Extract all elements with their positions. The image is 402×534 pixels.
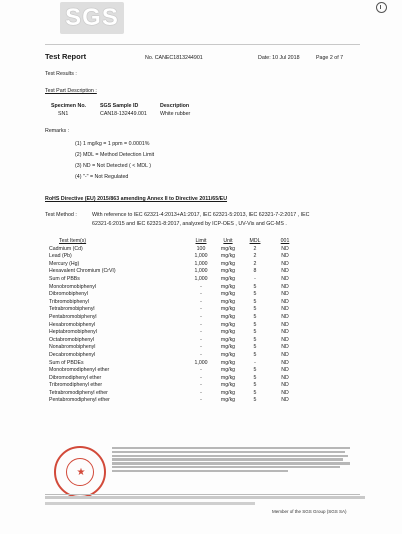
table-row bbox=[49, 382, 309, 390]
result-cell: ND bbox=[281, 397, 289, 404]
result-cell: ND bbox=[281, 298, 289, 305]
table-row bbox=[49, 246, 309, 254]
table-row bbox=[49, 291, 309, 299]
mdl-cell: 5 bbox=[253, 344, 257, 351]
result-cell: ND bbox=[281, 268, 289, 275]
table-row bbox=[49, 276, 309, 284]
remark-item: (1) 1 mg/kg = 1 ppm = 0.0001% bbox=[75, 141, 150, 147]
unit-cell: mg/kg bbox=[220, 313, 236, 320]
rohs-directive-title: RoHS Directive (EU) 2015/863 amending Annex II to Directive 2011/65/EU bbox=[45, 196, 228, 202]
limit-cell: - bbox=[200, 382, 202, 389]
results-table bbox=[49, 238, 309, 405]
table-header-row bbox=[49, 238, 309, 246]
power-icon[interactable] bbox=[376, 2, 387, 13]
limit-cell: - bbox=[200, 344, 202, 351]
table-row bbox=[49, 337, 309, 345]
test-item-cell: Hexavalent Chromium (CrVI) bbox=[49, 268, 116, 275]
result-cell: ND bbox=[281, 359, 289, 366]
unit-cell: mg/kg bbox=[220, 397, 236, 404]
mdl-cell: 5 bbox=[253, 374, 257, 381]
result-cell: ND bbox=[281, 283, 289, 290]
specimen-sgs-id: CAN18-132449.001 bbox=[100, 111, 147, 117]
report-number: No. CANEC1813244901 bbox=[145, 55, 203, 61]
test-item-cell: Dibromodiphenyl ether bbox=[49, 374, 102, 381]
mdl-cell: 5 bbox=[253, 283, 257, 290]
header-limit: Limit bbox=[195, 238, 207, 244]
unit-cell: mg/kg bbox=[220, 344, 236, 351]
footer-address-line bbox=[45, 496, 365, 499]
test-item-cell: Mercury (Hg) bbox=[49, 260, 80, 267]
test-item-cell: Lead (Pb) bbox=[49, 253, 72, 260]
remarks-label: Remarks : bbox=[45, 128, 70, 134]
result-cell: ND bbox=[281, 313, 289, 320]
limit-cell: - bbox=[200, 397, 202, 404]
mdl-cell: 5 bbox=[253, 306, 257, 313]
table-row bbox=[49, 352, 309, 360]
limit-cell: - bbox=[200, 283, 202, 290]
mdl-cell: 2 bbox=[253, 245, 257, 252]
test-method-line1: With reference to IEC 62321-4:2013+A1:2017, IEC 62321-5:2013, IEC 62321-7-2:2017 , IEC bbox=[92, 212, 310, 218]
unit-cell: mg/kg bbox=[220, 351, 236, 358]
mdl-cell: 5 bbox=[253, 321, 257, 328]
footer-address-line-cn bbox=[45, 502, 255, 505]
result-cell: ND bbox=[281, 291, 289, 298]
specimen-description: White rubber bbox=[160, 111, 191, 117]
unit-cell: mg/kg bbox=[220, 291, 236, 298]
limit-cell: - bbox=[200, 291, 202, 298]
test-item-cell: Sum of PBBs bbox=[49, 275, 80, 282]
test-item-cell: Sum of PBDEs bbox=[49, 359, 84, 366]
seal-star-icon: ★ bbox=[76, 467, 86, 478]
sgs-group-member-note: Member of the SGS Group (SGS SA) bbox=[272, 509, 347, 514]
result-cell: ND bbox=[281, 336, 289, 343]
limit-cell: 1,000 bbox=[194, 268, 208, 275]
limit-cell: - bbox=[200, 298, 202, 305]
unit-cell: mg/kg bbox=[220, 389, 236, 396]
limit-cell: - bbox=[200, 367, 202, 374]
table-row bbox=[49, 253, 309, 261]
table-row bbox=[49, 375, 309, 383]
result-cell: ND bbox=[281, 321, 289, 328]
unit-cell: mg/kg bbox=[220, 321, 236, 328]
sgs-logo: SGS bbox=[60, 2, 124, 34]
mdl-cell: 5 bbox=[253, 397, 257, 404]
test-item-cell: Tribromodiphenyl ether bbox=[49, 382, 103, 389]
unit-cell: mg/kg bbox=[220, 374, 236, 381]
mdl-cell: - bbox=[254, 359, 256, 366]
test-item-cell: Tetrabromodiphenyl ether bbox=[49, 389, 108, 396]
table-row bbox=[49, 360, 309, 368]
test-item-cell: Heptabromobiphenyl bbox=[49, 329, 97, 336]
unit-cell: mg/kg bbox=[220, 367, 236, 374]
result-cell: ND bbox=[281, 389, 289, 396]
specimen-no: SN1 bbox=[58, 111, 69, 117]
report-title: Test Report bbox=[45, 52, 87, 61]
report-date: Date: 10 Jul 2018 bbox=[258, 55, 300, 61]
unit-cell: mg/kg bbox=[220, 298, 236, 305]
table-row bbox=[49, 299, 309, 307]
unit-cell: mg/kg bbox=[220, 253, 236, 260]
limit-cell: - bbox=[200, 336, 202, 343]
mdl-cell: 2 bbox=[253, 253, 257, 260]
limit-cell: - bbox=[200, 321, 202, 328]
table-row bbox=[49, 284, 309, 292]
limit-cell: - bbox=[200, 351, 202, 358]
table-row bbox=[49, 397, 309, 405]
limit-cell: - bbox=[200, 329, 202, 336]
unit-cell: mg/kg bbox=[220, 306, 236, 313]
test-item-cell: Pentabromobiphenyl bbox=[49, 313, 97, 320]
table-row bbox=[49, 367, 309, 375]
table-row bbox=[49, 268, 309, 276]
specimen-header-no: Specimen No. bbox=[51, 103, 87, 109]
unit-cell: mg/kg bbox=[220, 359, 236, 366]
footer-divider bbox=[45, 494, 360, 495]
limit-cell: - bbox=[200, 374, 202, 381]
mdl-cell: 5 bbox=[253, 382, 257, 389]
result-cell: ND bbox=[281, 351, 289, 358]
mdl-cell: 5 bbox=[253, 389, 257, 396]
test-item-cell: Decabromobiphenyl bbox=[49, 351, 96, 358]
unit-cell: mg/kg bbox=[220, 283, 236, 290]
test-item-cell: Pentabromodiphenyl ether bbox=[49, 397, 110, 404]
test-part-label: Test Part Description : bbox=[45, 88, 97, 94]
unit-cell: mg/kg bbox=[220, 275, 236, 282]
unit-cell: mg/kg bbox=[220, 382, 236, 389]
mdl-cell: 5 bbox=[253, 367, 257, 374]
page-number: Page 2 of 7 bbox=[316, 55, 344, 61]
header-001: 001 bbox=[280, 238, 290, 244]
mdl-cell: - bbox=[254, 275, 256, 282]
table-row bbox=[49, 314, 309, 322]
result-cell: ND bbox=[281, 344, 289, 351]
result-cell: ND bbox=[281, 245, 289, 252]
disclaimer-text-block bbox=[112, 447, 350, 477]
test-method-line2: 62321-6:2015 and IEC 62321-8:2017, analyzed by ICP-OES , UV-Vis and GC-MS . bbox=[92, 221, 287, 227]
result-cell: ND bbox=[281, 374, 289, 381]
specimen-header-id: SGS Sample ID bbox=[100, 103, 139, 109]
table-row bbox=[49, 261, 309, 269]
header-test-items: Test Item(s) bbox=[59, 238, 87, 244]
table-row bbox=[49, 344, 309, 352]
test-item-cell: Cadmium (Cd) bbox=[49, 245, 83, 252]
test-item-cell: Dibromobiphenyl bbox=[49, 291, 88, 298]
mdl-cell: 5 bbox=[253, 336, 257, 343]
limit-cell: - bbox=[200, 313, 202, 320]
mdl-cell: 5 bbox=[253, 329, 257, 336]
remark-item: (2) MDL = Method Detection Limit bbox=[75, 152, 155, 158]
unit-cell: mg/kg bbox=[220, 245, 236, 252]
seal-inner-ring bbox=[66, 458, 94, 486]
limit-cell: 100 bbox=[196, 245, 206, 252]
limit-cell: 1,000 bbox=[194, 260, 208, 267]
test-item-cell: Hexabromobiphenyl bbox=[49, 321, 96, 328]
unit-cell: mg/kg bbox=[220, 268, 236, 275]
mdl-cell: 5 bbox=[253, 291, 257, 298]
result-cell: ND bbox=[281, 260, 289, 267]
test-item-cell: Nonabromobiphenyl bbox=[49, 344, 96, 351]
test-results-label: Test Results : bbox=[45, 71, 77, 77]
unit-cell: mg/kg bbox=[220, 329, 236, 336]
test-item-cell: Monobromodiphenyl ether bbox=[49, 367, 110, 374]
limit-cell: - bbox=[200, 389, 202, 396]
mdl-cell: 5 bbox=[253, 298, 257, 305]
test-item-cell: Monobromobiphenyl bbox=[49, 283, 97, 290]
result-cell: ND bbox=[281, 253, 289, 260]
remark-item: (3) ND = Not Detected ( < MDL ) bbox=[75, 163, 152, 169]
result-cell: ND bbox=[281, 382, 289, 389]
table-row bbox=[49, 329, 309, 337]
result-cell: ND bbox=[281, 275, 289, 282]
test-item-cell: Tribromobiphenyl bbox=[49, 298, 89, 305]
mdl-cell: 8 bbox=[253, 268, 257, 275]
test-item-cell: Tetrabromobiphenyl bbox=[49, 306, 95, 313]
unit-cell: mg/kg bbox=[220, 336, 236, 343]
remark-item: (4) "-" = Not Regulated bbox=[75, 174, 129, 180]
mdl-cell: 2 bbox=[253, 260, 257, 267]
mdl-cell: 5 bbox=[253, 351, 257, 358]
table-row bbox=[49, 306, 309, 314]
table-row bbox=[49, 322, 309, 330]
specimen-header-desc: Description bbox=[160, 103, 190, 109]
limit-cell: 1,000 bbox=[194, 359, 208, 366]
limit-cell: 1,000 bbox=[194, 253, 208, 260]
test-item-cell: Octabromobiphenyl bbox=[49, 336, 94, 343]
header-mdl: MDL bbox=[249, 238, 261, 244]
result-cell: ND bbox=[281, 306, 289, 313]
header-unit: Unit bbox=[223, 238, 233, 244]
result-cell: ND bbox=[281, 367, 289, 374]
table-row bbox=[49, 390, 309, 398]
limit-cell: 1,000 bbox=[194, 275, 208, 282]
mdl-cell: 5 bbox=[253, 313, 257, 320]
company-seal bbox=[54, 446, 106, 498]
header-divider bbox=[45, 44, 360, 45]
test-method-label: Test Method : bbox=[45, 212, 77, 218]
result-cell: ND bbox=[281, 329, 289, 336]
limit-cell: - bbox=[200, 306, 202, 313]
unit-cell: mg/kg bbox=[220, 260, 236, 267]
